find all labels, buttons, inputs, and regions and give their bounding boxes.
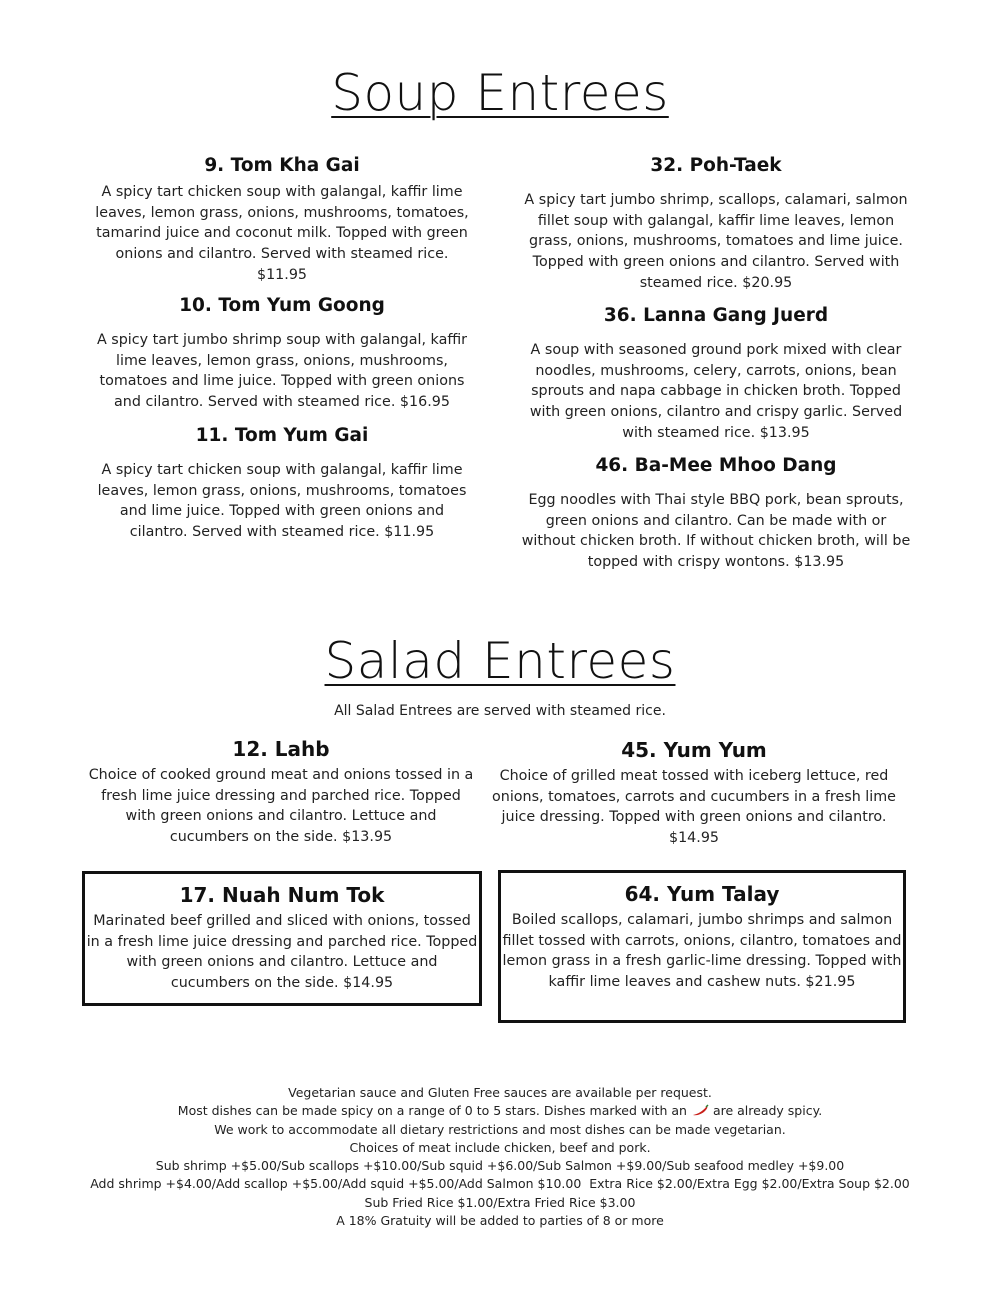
footer-line: Choices of meat include chicken, beef and pork.: [349, 1139, 651, 1155]
item-description: A spicy tart chicken soup with galangal, kaffir lime leaves, lemon grass, onions, mushrooms, tomatoes, tamarind juice and coconut milk. Topped with green onions and cilantro. Served with steamed rice. $11.95: [95, 184, 469, 283]
salad-entrees-title: Salad Entrees: [324, 632, 676, 690]
footer-line-spicy: [0, 1102, 1000, 1120]
item-name: 11. Tom Yum Gai: [195, 425, 369, 446]
footer-text: are already spicy.: [712, 1103, 823, 1119]
item-name: 12. Lahb: [232, 737, 330, 761]
item-name: 32. Poh-Taek: [650, 155, 782, 176]
item-name: 10. Tom Yum Goong: [179, 295, 385, 316]
footer-text: Most dishes can be made spicy on a range of 0 to 5 stars. Dishes marked with an: [177, 1103, 687, 1119]
menu-item-nuah-num-tok: [82, 871, 482, 1006]
chili-pepper-icon: [691, 1104, 709, 1116]
menu-item-tom-yum-gai: [92, 425, 472, 543]
menu-item-lanna-gang-juerd: [520, 305, 912, 444]
salad-subtitle: All Salad Entrees are served with steamed rice.: [334, 703, 666, 719]
menu-item-tom-yum-goong: [92, 295, 472, 413]
footer-line: A 18% Gratuity will be added to parties of 8 or more: [336, 1213, 664, 1229]
footer-line: Sub shrimp +$5.00/Sub scallops +$10.00/Sub squid +$6.00/Sub Salmon +$9.00/Sub seafood medley +$9.00: [155, 1158, 845, 1174]
item-name: 45. Yum Yum: [621, 738, 767, 762]
footer-line: Add shrimp +$4.00/Add scallop +$5.00/Add squid +$5.00/Add Salmon $10.00 Extra Rice $2.00/Extra Egg $2.00/Extra Soup $2.00: [90, 1176, 910, 1192]
footer-line: We work to accommodate all dietary restrictions and most dishes can be made vegetarian.: [214, 1121, 786, 1137]
item-description: Choice of grilled meat tossed with iceberg lettuce, red onions, tomatoes, carrots and cucumbers in a fresh lime juice dressing. Topped with green onions and cilantro. $14.95: [492, 768, 896, 847]
item-description: Marinated beef grilled and sliced with onions, tossed in a fresh lime juice dressing and parched rice. Topped with green onions and cilantro. Lettuce and cucumbers on the side. $14.95: [86, 913, 478, 992]
item-description: A spicy tart jumbo shrimp soup with galangal, kaffir lime leaves, lemon grass, onions, mushrooms, tomatoes and lime juice. Topped with green onions and cilantro. Served with steamed rice. $16.95: [96, 332, 468, 411]
item-name: 17. Nuah Num Tok: [179, 883, 385, 907]
item-name: 46. Ba-Mee Mhoo Dang: [595, 455, 837, 476]
footer-line: Sub Fried Rice $1.00/Extra Fried Rice $3.00: [364, 1194, 636, 1210]
menu-item-tom-kha-gai: [92, 155, 472, 286]
footer-line: Vegetarian sauce and Gluten Free sauces are available per request.: [288, 1085, 712, 1100]
menu-item-yum-yum: [488, 738, 900, 849]
item-description: A spicy tart jumbo shrimp, scallops, calamari, salmon fillet soup with galangal, kaffir lime leaves, lemon grass, onions, mushrooms, tomatoes and lime juice. Topped with green onions and cilantro. Served with steamed rice. $20.95: [524, 192, 908, 291]
item-description: A soup with seasoned ground pork mixed with clear noodles, mushrooms, celery, carrots, onions, bean sprouts and napa cabbage in chicken broth. Topped with green onions, cilantro and crispy garlic. Served with steamed rice. $13.95: [529, 342, 903, 441]
menu-item-lahb: [88, 737, 474, 848]
item-description: Boiled scallops, calamari, jumbo shrimps and salmon fillet tossed with carrots, onions, cilantro, tomatoes and lemon grass in a fresh garlic-lime dressing. Topped with kaffir lime leaves and cashew nuts. $21.95: [502, 912, 902, 991]
menu-footer-notes: [0, 1084, 1000, 1230]
menu-item-yum-talay: [498, 870, 906, 1023]
item-name: 9. Tom Kha Gai: [204, 155, 360, 176]
item-description: Egg noodles with Thai style BBQ pork, bean sprouts, green onions and cilantro. Can be made with or without chicken broth. If without chicken broth, will be topped with crispy wontons. $13.95: [521, 492, 911, 571]
item-description: Choice of cooked ground meat and onions tossed in a fresh lime juice dressing and parched rice. Topped with green onions and cilantro. Lettuce and cucumbers on the side. $13.95: [88, 767, 474, 846]
item-name: 64. Yum Talay: [624, 882, 780, 906]
item-description: A spicy tart chicken soup with galangal, kaffir lime leaves, lemon grass, onions, mushrooms, tomatoes and lime juice. Topped with green onions and cilantro. Served with steamed rice. $11.95: [97, 462, 467, 541]
menu-item-ba-mee-mhoo-dang: [520, 455, 912, 573]
item-name: 36. Lanna Gang Juerd: [603, 305, 829, 326]
soup-entrees-title: Soup Entrees: [331, 64, 669, 122]
menu-item-poh-taek: [520, 155, 912, 294]
